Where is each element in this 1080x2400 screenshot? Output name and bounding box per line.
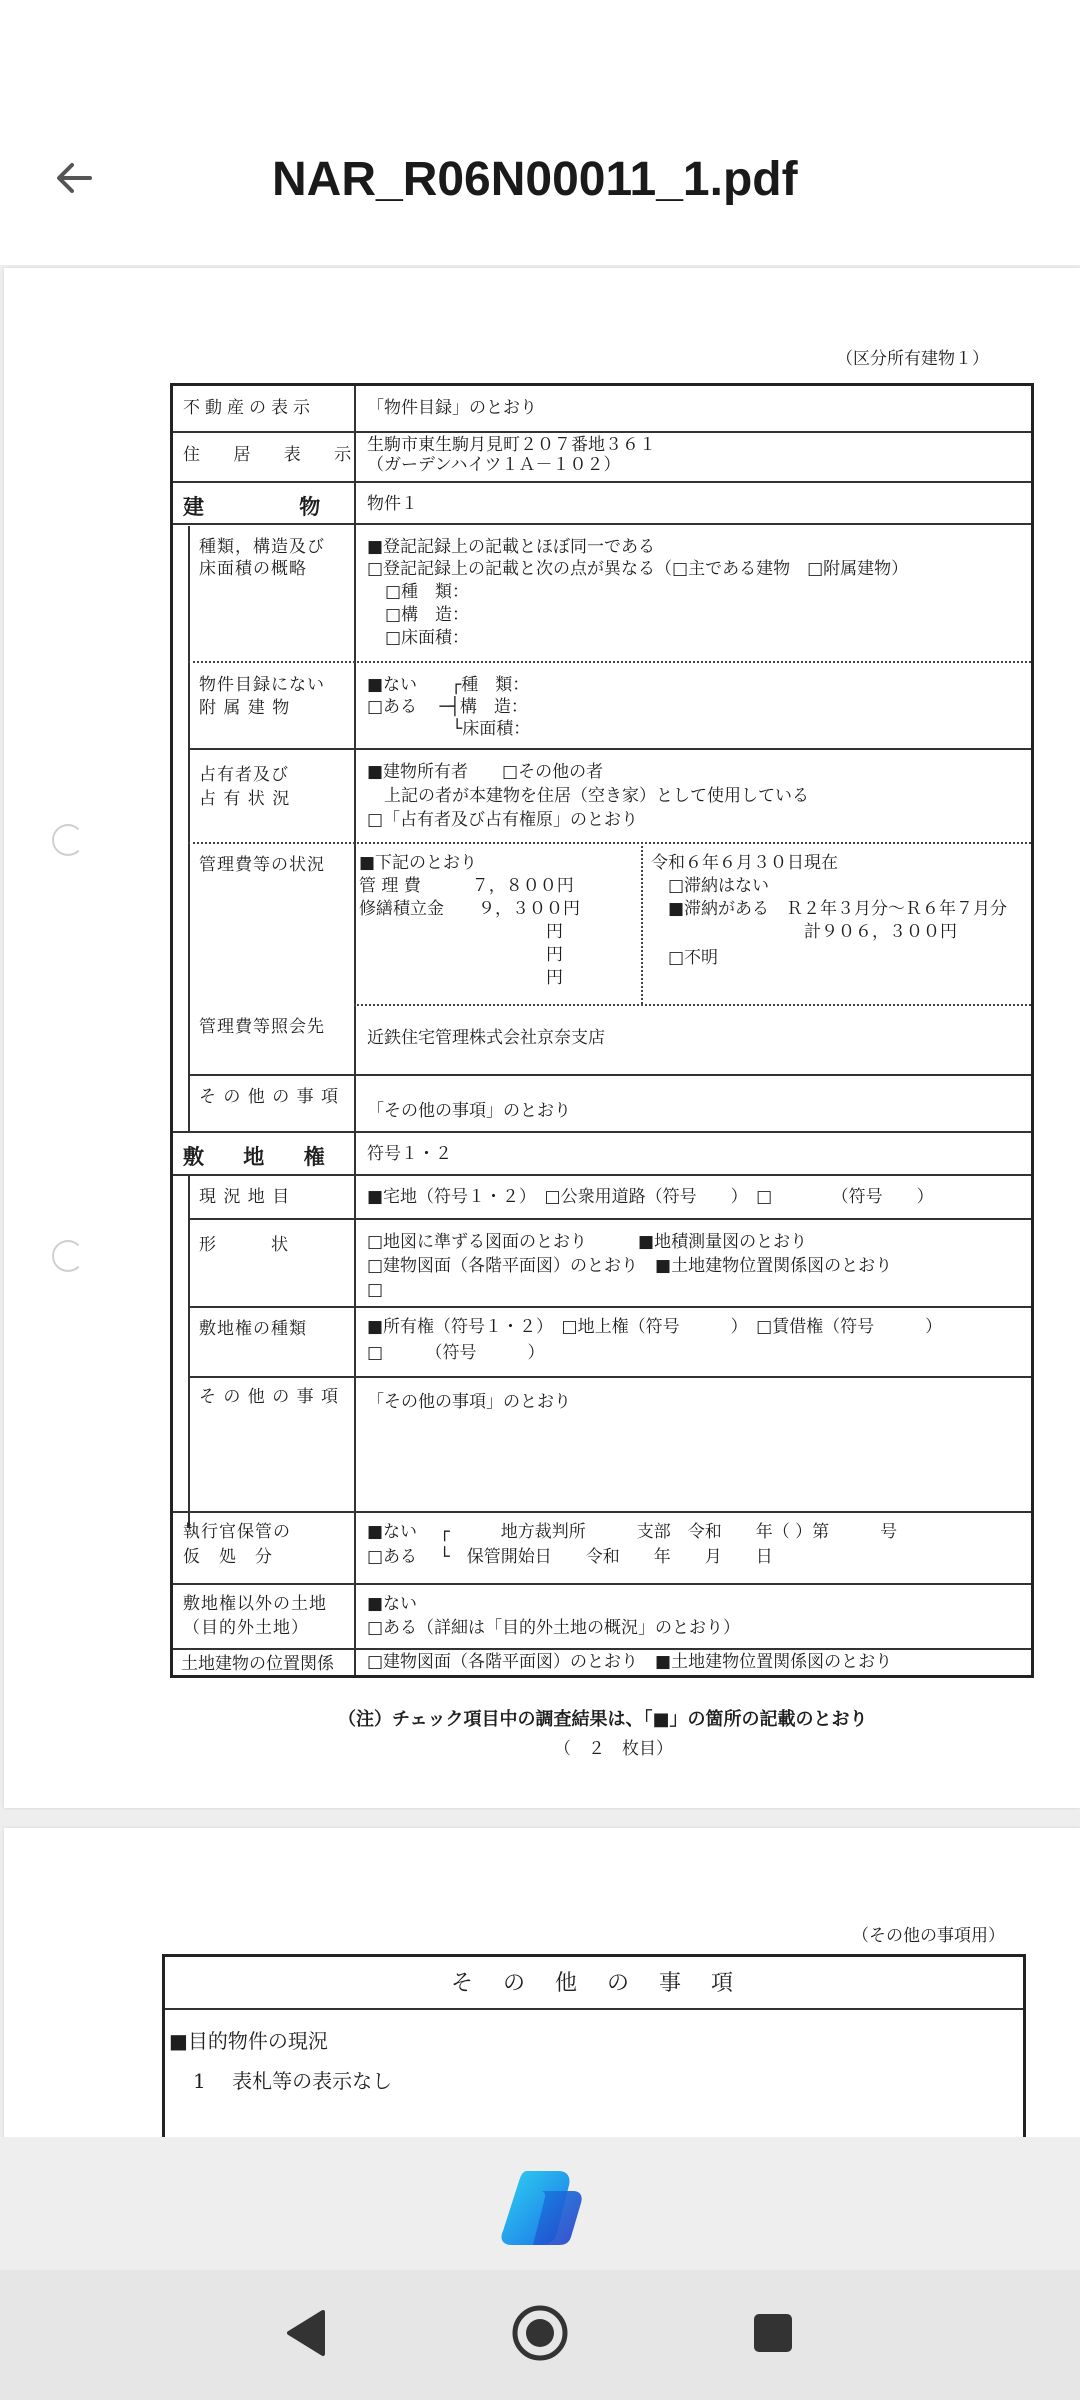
- value-land-category: ■宅地（符号１・２） □公衆用道路（符号 ） □ （符号 ）: [367, 1187, 934, 1207]
- value-residence-line2: （ガーデンハイツ１Ａ－１０２）: [367, 455, 621, 475]
- value-other-matters: 「その他の事項」のとおり: [367, 1101, 571, 1121]
- nav-recents-icon: [751, 2311, 795, 2355]
- value-property-display: 「物件目録」のとおり: [367, 398, 537, 418]
- nav-recents-button[interactable]: [738, 2298, 808, 2368]
- annex-line: └床面積：: [367, 719, 531, 739]
- nav-home-button[interactable]: [505, 2298, 575, 2368]
- pdf-page-1: [4, 268, 1080, 1808]
- system-nav-bar: [0, 2270, 1080, 2400]
- fee-line: 円: [359, 968, 563, 988]
- label-annex-1: 物件目録にない: [199, 675, 325, 695]
- fee-line: 修繕積立金 ９，３００円: [359, 899, 580, 919]
- arrears-line: □不明: [651, 948, 719, 968]
- nav-back-icon: [283, 2308, 327, 2358]
- label-land-category: 現 況 地 目: [199, 1187, 291, 1207]
- structure-line: □構 造：: [385, 605, 470, 625]
- shape-line: □: [367, 1280, 384, 1300]
- label-annex-2: 附 属 建 物: [199, 698, 291, 718]
- other-matters-item: 1 表札等の表示なし: [193, 2069, 393, 2093]
- other-land-line: □ある（詳細は「目的外土地の概況」のとおり）: [367, 1618, 741, 1638]
- fee-line: 管 理 費 ７，８００円: [359, 876, 574, 896]
- copilot-icon: [497, 2167, 583, 2249]
- other-matters-box: [162, 1954, 1026, 2137]
- structure-line: □種 類：: [385, 582, 470, 602]
- document-corner-label: （その他の事項用）: [852, 1926, 1005, 1946]
- site-right-type-line: □ （符号 ）: [367, 1343, 545, 1363]
- shape-line: □地図に準ずる図面のとおり ■地積測量図のとおり: [367, 1232, 808, 1252]
- pdf-viewer[interactable]: [0, 265, 1080, 2137]
- check-note: （注）チェック項目中の調査結果は、「■」の箇所の記載のとおり: [338, 1709, 868, 1730]
- document-title: NAR_R06N00011_1.pdf: [272, 153, 798, 206]
- label-position: 土地建物の位置関係: [181, 1654, 334, 1674]
- label-other-matters-2: そ の 他 の 事 項: [199, 1387, 340, 1407]
- property-table: [170, 383, 1034, 1678]
- fee-line: 円: [359, 922, 563, 942]
- label-management-fee: 管理費等の状況: [199, 855, 325, 875]
- pdf-page-2: [4, 1828, 1080, 2137]
- structure-line: □登記記録上の記載と次の点が異なる（□主である建物 □附属建物）: [367, 559, 909, 579]
- label-residence: 住 居 表 示: [183, 445, 366, 465]
- value-position: □建物図面（各階平面図）のとおり ■土地建物位置関係図のとおり: [367, 1652, 893, 1672]
- fee-line: 円: [359, 945, 563, 965]
- arrears-line: 計９０６，３００円: [651, 922, 957, 942]
- nav-back-button[interactable]: [270, 2298, 340, 2368]
- document-corner-label: （区分所有建物１）: [836, 349, 989, 369]
- label-other-land-2: （目的外土地）: [183, 1618, 309, 1638]
- label-structure-2: 床面積の概略: [199, 559, 307, 579]
- label-other-matters: そ の 他 の 事 項: [199, 1087, 340, 1107]
- label-other-land-1: 敷地権以外の土地: [183, 1594, 327, 1614]
- fee-line: ■下記のとおり: [359, 853, 478, 873]
- custody-line: □ある └ 保管開始日 令和 年 月 日: [367, 1547, 773, 1567]
- annex-line: ■ない ┌種 類：: [367, 675, 530, 695]
- occupant-line: 上記の者が本建物を住居（空き家）として使用している: [367, 786, 809, 806]
- other-matters-item: ■目的物件の現況: [169, 2029, 328, 2053]
- arrears-line: □滞納はない: [651, 876, 770, 896]
- arrow-left-icon: [50, 154, 98, 202]
- value-fee-contact: 近鉄住宅管理株式会社京奈支店: [367, 1028, 605, 1048]
- punch-hole-mark: [52, 1240, 84, 1272]
- arrears-line: ■滞納がある Ｒ２年３月分～Ｒ６年７月分: [651, 899, 1008, 919]
- value-building: 物件１: [367, 494, 418, 514]
- copilot-button[interactable]: [497, 2167, 583, 2249]
- other-land-line: ■ない: [367, 1594, 418, 1614]
- label-fee-contact: 管理費等照会先: [199, 1017, 325, 1037]
- custody-line: ■ない ┌ 地方裁判所 支部 令和 年（ ）第 号: [367, 1522, 898, 1542]
- annex-line: □ある ─┤構 造：: [367, 697, 528, 717]
- label-site-right-type: 敷地権の種類: [199, 1319, 307, 1339]
- sheet-number: （ ２ 枚目）: [554, 1739, 673, 1759]
- occupant-line: ■建物所有者 □その他の者: [367, 762, 604, 782]
- back-button[interactable]: [36, 140, 112, 216]
- nav-home-icon: [510, 2303, 570, 2363]
- label-occupant-1: 占有者及び: [199, 765, 289, 785]
- structure-line: □床面積：: [385, 628, 470, 648]
- value-residence-line1: 生駒市東生駒月見町２０７番地３６１: [367, 435, 656, 455]
- value-other-matters-2: 「その他の事項」のとおり: [367, 1392, 571, 1412]
- label-occupant-2: 占 有 状 況: [199, 789, 291, 809]
- label-site-right: 敷 地 権: [183, 1144, 341, 1169]
- bottom-area: [0, 2137, 1080, 2400]
- app-bar: [0, 0, 1080, 265]
- occupant-line: □「占有者及び占有権原」のとおり: [367, 810, 639, 830]
- site-right-type-line: ■所有権（符号１・２） □地上権（符号 ） □賃借権（符号 ）: [367, 1317, 943, 1337]
- other-matters-heading: そ の 他 の 事 項: [450, 1971, 737, 1996]
- arrears-line: 令和６年６月３０日現在: [651, 853, 838, 873]
- value-site-right: 符号１・２: [367, 1144, 452, 1164]
- label-shape: 形 状: [199, 1235, 289, 1255]
- shape-line: □建物図面（各階平面図）のとおり ■土地建物位置関係図のとおり: [367, 1256, 893, 1276]
- label-custody-2: 仮 処 分: [183, 1547, 273, 1567]
- label-building: 建 物: [183, 494, 365, 519]
- label-custody-1: 執行官保管の: [183, 1522, 291, 1542]
- label-property-display: 不動産の表示: [183, 398, 315, 418]
- punch-hole-mark: [52, 824, 84, 856]
- structure-line: ■登記記録上の記載とほぼ同一である: [367, 537, 656, 557]
- label-structure-1: 種類，構造及び: [199, 537, 325, 557]
